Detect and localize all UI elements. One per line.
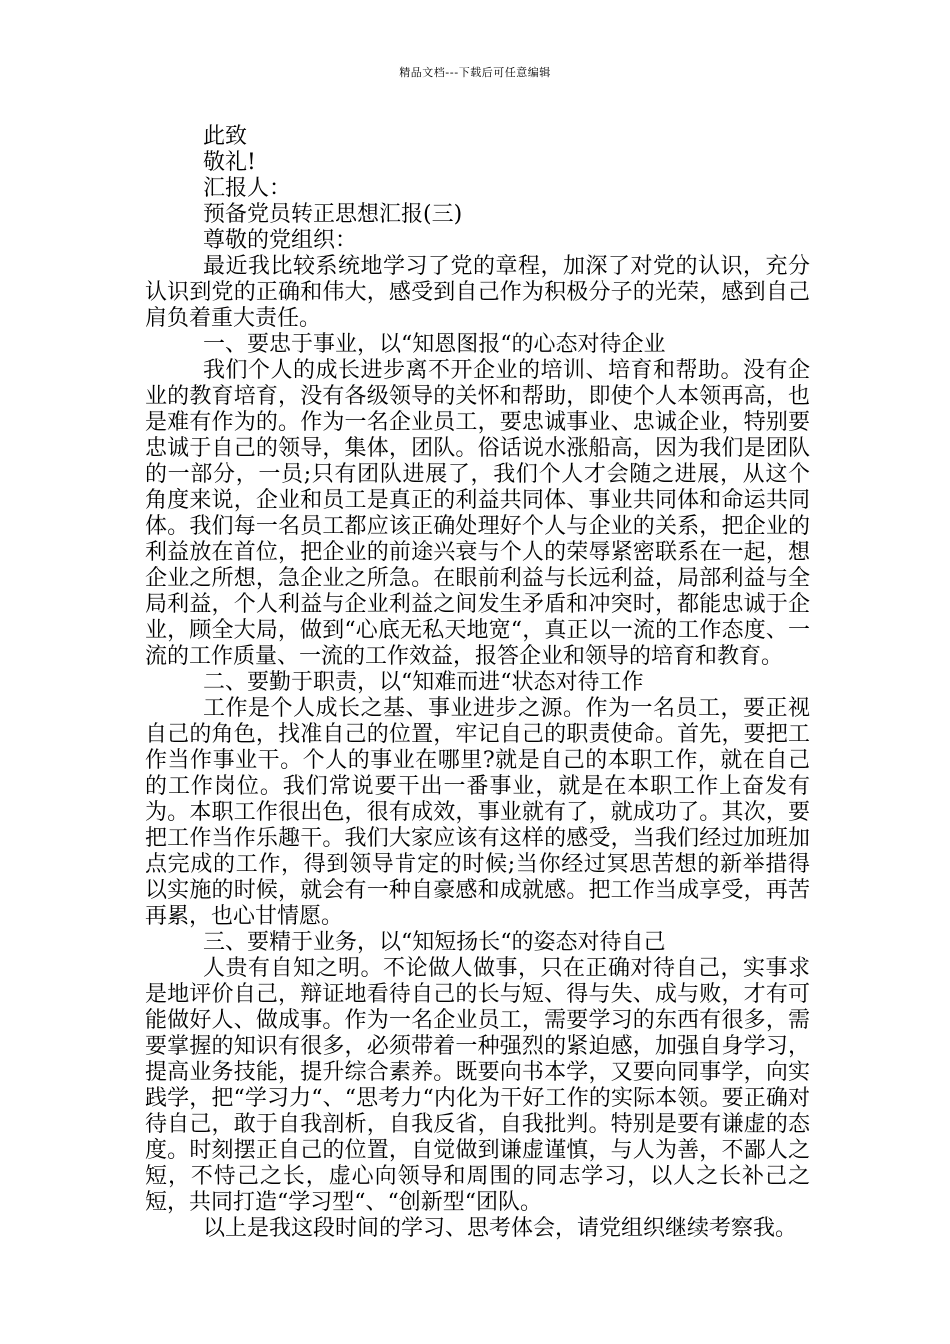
section-paragraph-1: 我们个人的成长进步离不开企业的培训、培育和帮助。没有企业的教育培育，没有各级领导的关怀和帮助，即使个人本领再高，也是难有作为的。作为一名企业员工，要忠诚事业、忠诚企业，特别要忠诚于自己的领导，集体，团队。俗话说水涨船高，因为我们是团队的一部分，一员;只有团队进展了，我们个人才会随之进展，从这个角度来说，企业和员工是真正的利益共同体、事业共同体和命运共同体。我们每一名员工都应该正确处理好个人与企业的关系，把企业的利益放在首位，把企业的前途兴衰与个人的荣辱紧密联系在一起，想企业之所想，急企业之所急。在眼前利益与长远利益，局部利益与全局利益，个人利益与企业利益之间发生矛盾和冲突时，都能忠诚于企业，顾全大局，做到“心底无私天地宽“，真正以一流的工作态度、一流的工作质量、一流的工作效益，报答企业和领导的培育和教育。 bbox=[145, 358, 810, 669]
reporter-line: 汇报人： bbox=[203, 176, 292, 201]
section-heading-1: 一、要忠于事业，以“知恩图报“的心态对待企业 bbox=[203, 332, 666, 357]
document-body bbox=[145, 124, 810, 1242]
intro-paragraph: 最近我比较系统地学习了党的章程，加深了对党的认识，充分认识到党的正确和伟大，感受到自己作为积极分子的光荣，感到自己肩负着重大责任。 bbox=[145, 254, 810, 331]
section-paragraph-3: 人贵有自知之明。不论做人做事，只在正确对待自己，实事求是地评价自己，辩证地看待自己的长与短、得与失、成与败，才有可能做好人、做成事。作为一名企业员工，需要学习的东西有很多，需要掌握的知识有很多，必须带着一种强烈的紧迫感，加强自身学习，提高业务技能，提升综合素养。既要向书本学，又要向同事学，向实践学，把“学习力“、“思考力“内化为干好工作的实际本领。要正确对待自己，敢于自我剖析，自我反省，自我批判。特别是要有谦虚的态度。时刻摆正自己的位置，自觉做到谦虚谨慎，与人为善，不鄙人之短，不恃己之长，虚心向领导和周围的同志学习，以人之长补己之短，共同打造“学习型“、“创新型“团队。 bbox=[145, 956, 810, 1215]
section-paragraph-2: 工作是个人成长之基、事业进步之源。作为一名员工，要正视自己的角色，找准自己的位置，牢记自己的职责使命。首先，要把工作当作事业干。个人的事业在哪里?就是自己的本职工作，就在自己的工作岗位。我们常说要干出一番事业，就是在本职工作上奋发有为。本职工作很出色，很有成效，事业就有了，就成功了。其次，要把工作当作乐趣干。我们大家应该有这样的感受，当我们经过加班加点完成的工作，得到领导肯定的时候;当你经过冥思苦想的新举措得以实施的时候，就会有一种自豪感和成就感。把工作当成享受，再苦再累，也心甘情愿。 bbox=[145, 696, 810, 929]
section-heading-3: 三、要精于业务，以“知短扬长“的姿态对待自己 bbox=[203, 930, 666, 955]
closing-line-2: 敬礼! bbox=[203, 150, 256, 175]
conclusion-line: 以上是我这段时间的学习、思考体会，请党组织继续考察我。 bbox=[203, 1216, 798, 1241]
document-title: 预备党员转正思想汇报(三) bbox=[203, 202, 463, 227]
section-heading-2: 二、要勤于职责，以“知难而进“状态对待工作 bbox=[203, 670, 644, 695]
page-header: 精品文档---下载后可任意编辑 bbox=[399, 66, 551, 79]
closing-line-1: 此致 bbox=[203, 124, 248, 149]
salutation: 尊敬的党组织： bbox=[203, 228, 358, 253]
